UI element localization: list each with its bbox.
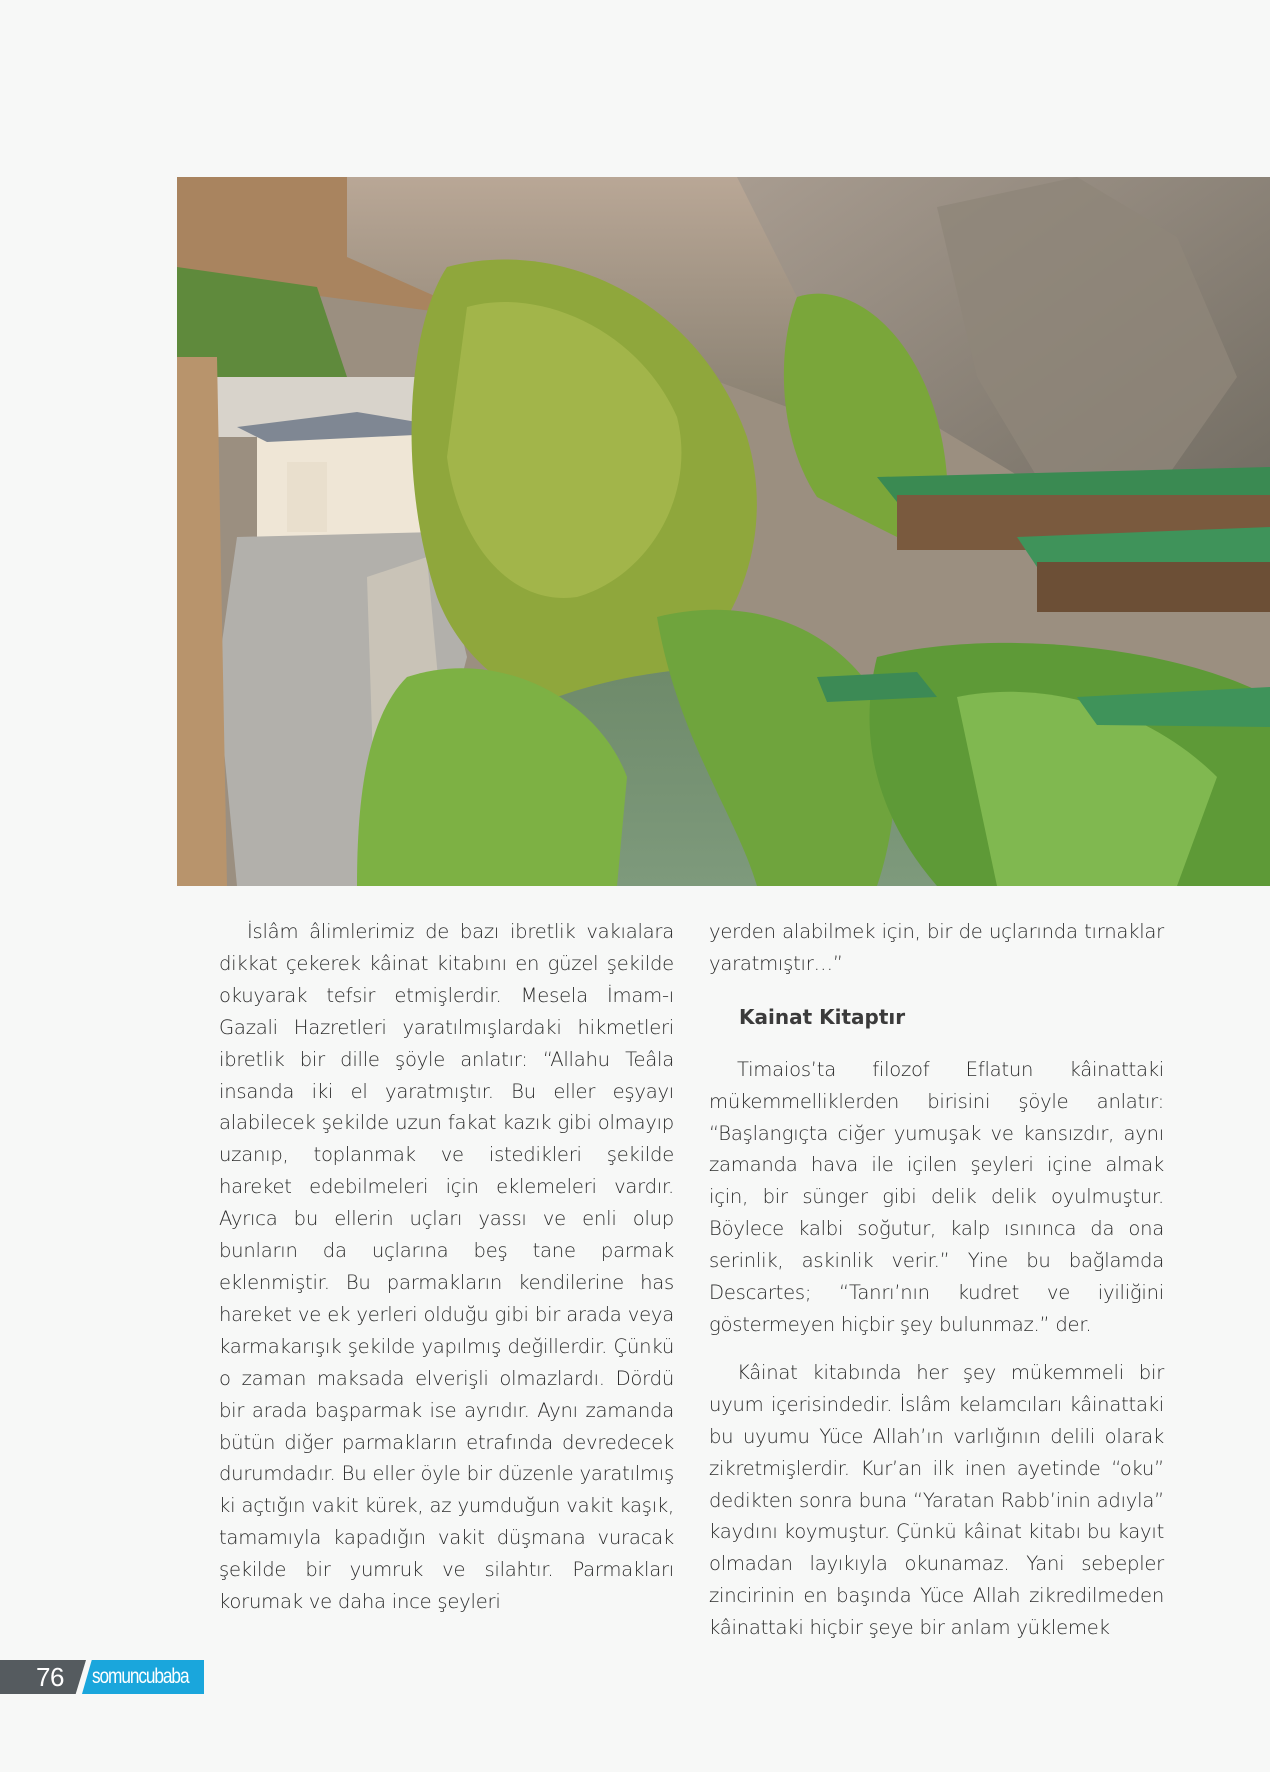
left-column	[219, 916, 674, 1618]
landscape-photo-icon	[177, 177, 1270, 886]
brand-name: somuncubaba	[92, 1665, 189, 1688]
page-footer	[0, 1660, 205, 1694]
page-number: 76	[36, 1662, 64, 1692]
body-paragraph: Timaios’ta filozof Eflatun kâinattaki mükemmelliklerden birisini şöyle anlatır: “Başlangıçta ciğer yumuşak ve kansızdır, aynı zamanda hava ile içilen şeyleri içine almak için, bir sünger gibi delik delik oyulmuştur. Böylece kalbi soğutur, kalp ısınınca da ona serinlik, askinlik verir.” Yine bu bağlamda Descartes; “Tanrı’nın kudret ve iyiliğini göstermeyen hiçbir şey bulunmaz.” der.	[709, 1057, 1164, 1336]
body-paragraph: İslâm âlimlerimiz de bazı ibretlik vakıalara dikkat çekerek kâinat kitabını en güzel şekilde okuyarak tefsir etmişlerdir. Mesela İmam-ı Gazali Hazretleri yaratılmışlardaki hikmetleri ibretlik bir dille şöyle anlatır: “Allahu Teâla insanda iki el yaratmıştır. Bu eller eşyayı alabilecek şekilde uzun fakat kazık gibi olmayıp uzanıp, toplanmak ve istedikleri şekilde hareket edebilmeleri için eklemeleri vardır. Ayrıca bu ellerin uçları yassı ve enli olup bunların da uçlarına beş tane parmak eklenmiştir. Bu parmakların kendilerine has hareket ve ek yerleri olduğu gibi bir arada veya karmakarışık şekilde yapılmış değillerdir. Çünkü o zaman maksada elverişli olmazlardı. Dördü bir arada başparmak ise ayrıdır. Aynı zamanda bütün diğer parmakların etrafında devredecek durumdadır. Bu eller öyle bir düzenle yaratılmış ki açtığın vakit kürek, az yumduğun vakit kaşık, tamamıyla kapadığın vakit düşmana vuracak şekilde bir yumruk ve silahtır. Parmakları korumak ve daha ince şeyleri	[219, 920, 674, 1614]
body-paragraph: Kâinat kitabında her şey mükemmeli bir uyum içerisindedir. İslâm kelamcıları kâinattaki bu uyumu Yüce Allah’ın varlığının delili olarak zikretmişlerdir. Kur’an ilk inen ayetinde “oku” dedikten sonra buna “Yaratan Rabb’inin adıyla” kaydını koymuştur. Çünkü kâinat kitabı bu kayıt olmadan layıkıyla okunamaz. Yani sebepler zincirinin en başında Yüce Allah zikredilmeden kâinattaki hiçbir şeye bir anlam yüklemek	[709, 1360, 1164, 1640]
landscape-photo	[177, 177, 1270, 886]
continuation-paragraph: yerden alabilmek için, bir de uçlarında tırnaklar yaratmıştır…”	[709, 920, 1164, 975]
section-heading: Kainat Kitaptır	[739, 1004, 906, 1029]
right-column	[709, 916, 1164, 1644]
